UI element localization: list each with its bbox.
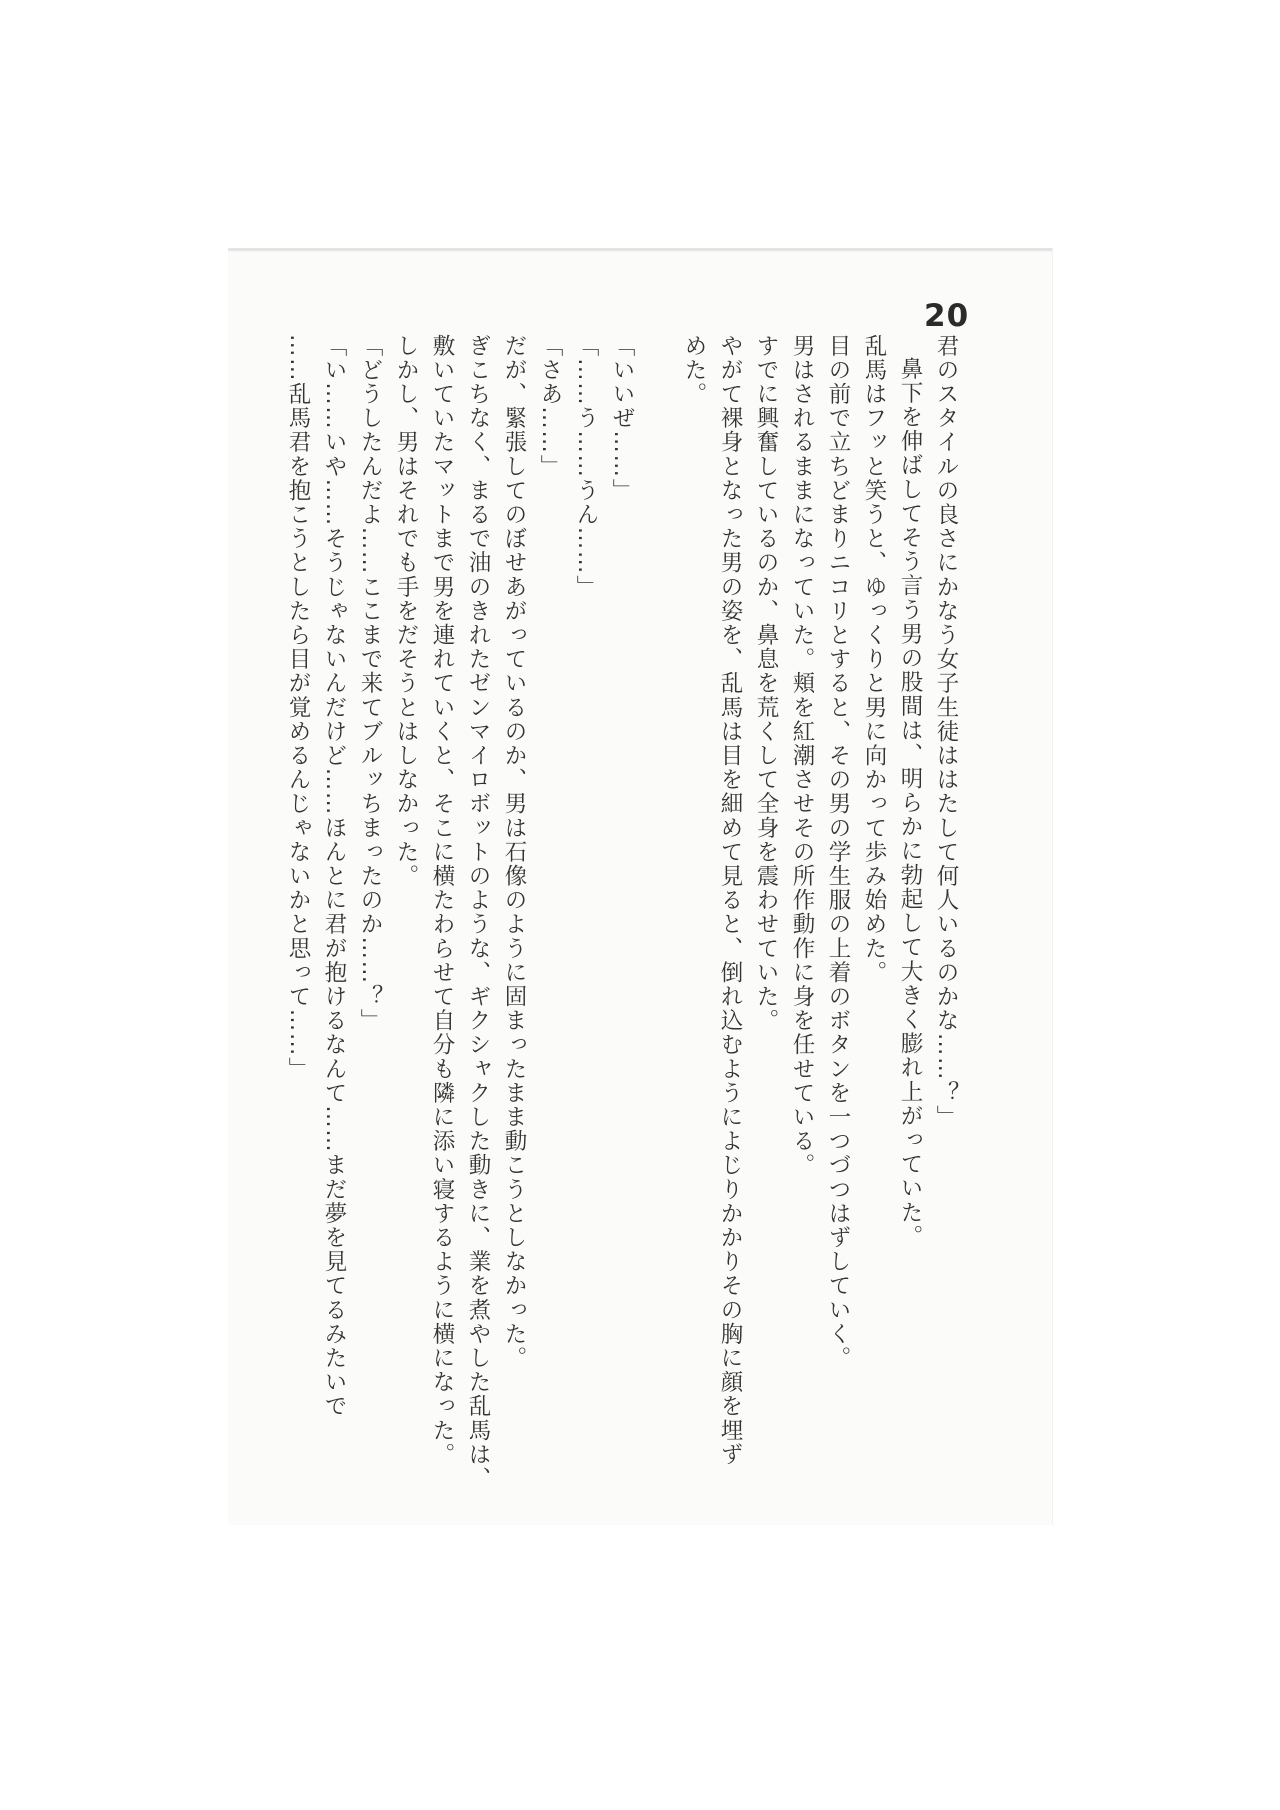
text-line: 敷いていたマットまで男を連れていくと、そこに横たわらせて自分も隣に添い寝するように横になった。 — [429, 334, 455, 1467]
dialogue-line: 「い……いや……そうじゃないんだけど……ほんとに君が抱けるなんて……まだ夢を見てるみたいで — [321, 334, 347, 1419]
text-line: やがて裸身となった男の姿を、乱馬は目を細めて見ると、倒れ込むようによじりかかりその胸に顔を埋ず — [717, 334, 743, 1467]
dialogue-line: 「いいぜ……」 — [609, 334, 635, 503]
text-line: しかし、男はそれでも手をだそうとはしなかった。 — [393, 334, 419, 889]
text-line: 目の前で立ちどまりニコリとすると、その男の学生服の上着のボタンを一つづつはずしていく。 — [825, 334, 851, 1371]
dialogue-line: 「さあ……」 — [537, 334, 563, 479]
page-edge-shadow — [228, 249, 1052, 252]
text-line: ぎこちなく、まるで油のきれたゼンマイロボットのような、ギクシャクした動きに、業を煮やした乱馬は、 — [465, 334, 491, 1491]
vertical-text-body — [246, 334, 964, 1491]
text-line: 君のスタイルの良さにかなう女子生徒ははたして何人いるのかな……？」 — [933, 334, 959, 1130]
blank-line — [640, 334, 676, 1334]
text-line: だが、緊張してのぼせあがっているのか、男は石像のように固まったまま動こうとしなかった。 — [501, 334, 527, 1371]
text-line: 鼻下を伸ばしてそう言う男の股間は、明らかに勃起して大きく膨れ上がっていた。 — [897, 356, 923, 1249]
text-line: 男はされるままになっていた。頬を紅潮させその所作動作に身を任せている。 — [789, 334, 815, 1178]
text-line: 乱馬はフッと笑うと、ゆっくりと男に向かって歩み始めた。 — [861, 334, 887, 985]
dialogue-line: 「……う……うん……」 — [573, 334, 599, 600]
dialogue-line: ……乱馬君を抱こうとしたら目が覚めるんじゃないかと思って……」 — [285, 334, 311, 1082]
text-line: めた。 — [681, 334, 707, 407]
dialogue-line: 「どうしたんだよ……ここまで来てブルッちまったのか……？」 — [357, 334, 383, 1033]
text-line: すでに興奮しているのか、鼻息を荒くして全身を震わせていた。 — [753, 334, 779, 1033]
page-number: 20 — [924, 298, 970, 334]
